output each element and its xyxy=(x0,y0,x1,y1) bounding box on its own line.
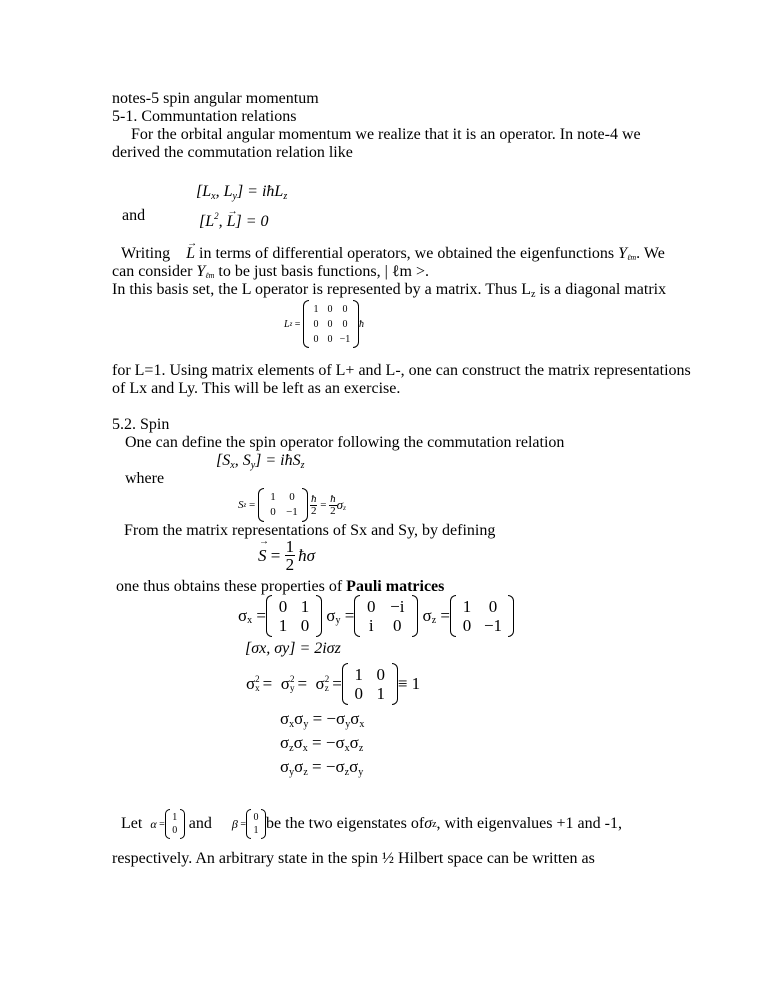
spin-intro: One can define the spin operator following the commutation relation xyxy=(125,434,565,451)
after-matrix-line-1: for L=1. Using matrix elements of L+ and L-, one can construct the matrix representations xyxy=(112,362,691,379)
matrix-cell: 0 xyxy=(367,597,376,616)
final-line: respectively. An arbitrary state in the spin ½ Hilbert space can be written as xyxy=(112,850,595,867)
lz-matrix-equation: L z = 1 0 0 0 0 0 0 0 −1 ħ xyxy=(284,300,364,348)
matrix-cell: 0 xyxy=(172,825,178,836)
identity-matrix xyxy=(342,663,398,705)
eigenstates-line: Let α = 1 0 and β = 0 1 be the two eigenstates of σ z , with eigenvalues +1 and -1, xyxy=(121,809,622,839)
matrix-cell: 0 xyxy=(327,333,333,345)
section1-heading: 5-1. Communtation relations xyxy=(112,108,297,125)
equation-l2-l: [$L^2$, → L] = 0 xyxy=(199,207,269,231)
sigma-commutator: [σx, σy] = 2iσz xyxy=(245,640,341,657)
writing-line: Writing → L in terms of differential operators, we obtained the eigenfunctions Yℓm. We xyxy=(121,245,665,267)
matrix-cell: 0 xyxy=(327,303,333,315)
matrix-cell: 0 xyxy=(342,318,348,330)
matrix-cell: 1 xyxy=(376,684,386,703)
matrix-cell: −i xyxy=(390,597,405,616)
matrix-cell: 0 xyxy=(289,491,295,503)
doc-title: notes-5 spin angular momentum xyxy=(112,90,319,107)
anticommutation-yz: $\sigma_y\sigma_z = -\sigma_z\sigma_y$ xyxy=(280,757,364,778)
matrix-cell: 1 xyxy=(313,303,319,315)
matrix-cell: 0 xyxy=(354,684,364,703)
matrix-cell: 0 xyxy=(462,616,472,635)
matrix-cell: −1 xyxy=(339,333,351,345)
equation-lx-ly: [$L_x$, $L_y$] = iħL$_z$ xyxy=(196,183,288,202)
matrix-cell: 1 xyxy=(354,665,364,684)
matrix-cell: i xyxy=(368,616,374,635)
matrix-cell: 1 xyxy=(172,812,178,823)
matrix-cell: 0 xyxy=(313,318,319,330)
sigma-z-matrix xyxy=(450,595,514,637)
pauli-matrices-term: Pauli matrices xyxy=(346,578,445,595)
matrix-cell: 1 xyxy=(462,597,472,616)
matrix-cell: 0 xyxy=(278,597,288,616)
alpha-vector xyxy=(165,809,185,839)
anticommutation-zx: $\sigma_z\sigma_x = -\sigma_x\sigma_z$ xyxy=(280,733,364,754)
matrix-cell: 0 xyxy=(376,665,386,684)
matrix-cell: 0 xyxy=(313,333,319,345)
and-label: and xyxy=(122,207,146,224)
pauli-matrices: σ x = 0 1 1 0 σ y = 0 −i i 0 σ z = 1 0 0 −1 xyxy=(238,595,514,637)
consider-line: can consider Yℓm to be just basis functions, | ℓm >. xyxy=(112,263,429,280)
matrix-cell: −1 xyxy=(286,506,298,518)
matrix-cell: 0 xyxy=(270,506,276,518)
matrix-cell: 0 xyxy=(253,812,259,823)
matrix-cell: 0 xyxy=(327,318,333,330)
sz-matrix-equation: S z = 1 0 0 −1 $\frac{ħ}{2}$ = $\frac{ħ}{2}$ σ z xyxy=(238,488,346,522)
beta-vector xyxy=(246,809,266,839)
after-matrix-line-2: of Lx and Ly. This will be left as an exercise. xyxy=(112,380,401,397)
matrix-cell: 0 xyxy=(300,616,310,635)
lz-matrix xyxy=(303,300,359,348)
matrix-cell: 0 xyxy=(342,303,348,315)
basis-line: In this basis set, the L operator is represented by a matrix. Thus $L_z$ is a diagonal matrix xyxy=(112,281,667,300)
matrix-cell: 1 xyxy=(253,825,259,836)
anticommutation-xy: $\sigma_x\sigma_y = -\sigma_y\sigma_x$ xyxy=(280,709,365,730)
matrix-cell: 1 xyxy=(278,616,288,635)
where-label: where xyxy=(125,470,165,487)
from-line: From the matrix representations of Sx and Sy, by defining xyxy=(124,522,496,539)
matrix-cell: −1 xyxy=(483,616,503,635)
matrix-cell: 0 xyxy=(393,616,402,635)
sigma-y-matrix xyxy=(354,595,418,637)
matrix-cell: 1 xyxy=(270,491,276,503)
equation-sx-sy: [$S_x$, $S_y$] = iħS$_z$ xyxy=(216,452,305,471)
spin-vector-definition: → S = $\frac{1}{2}$ ħσ xyxy=(258,538,315,573)
matrix-cell: 1 xyxy=(300,597,310,616)
sigma-squared-identity: σ 2 x = σ 2 y = σ 2 z = 1 0 0 1 ≡ 1 xyxy=(246,665,421,703)
matrix-cell: 0 xyxy=(488,597,498,616)
section2-heading: 5.2. Spin xyxy=(112,416,170,433)
intro-line-1: For the orbital angular momentum we realize that it is an operator. In note-4 we xyxy=(131,126,641,143)
sz-matrix xyxy=(258,488,308,522)
sigma-x-matrix xyxy=(266,595,322,637)
pauli-intro: one thus obtains these properties of Pauli matrices xyxy=(116,578,445,595)
intro-line-2: derived the commutation relation like xyxy=(112,144,353,161)
